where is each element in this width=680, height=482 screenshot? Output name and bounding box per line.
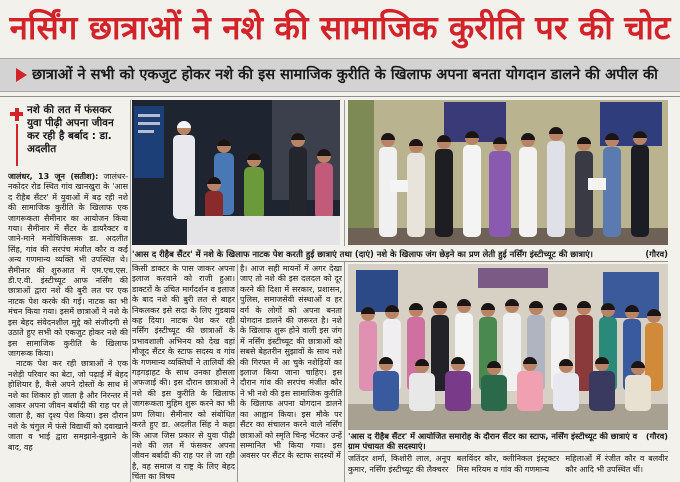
divider <box>0 96 680 97</box>
article-bottom-column: महिलाओं में रंजीत कौर व बलवीर कौर आदि भी उपस्थित थीं। <box>565 454 668 474</box>
article-bottom-column: जतिंदर शर्मा, किशोरी लाल, अनूप कुमार, नर्सिंग इंस्टीच्यूट की लैक्चरर <box>348 454 451 474</box>
poster-stripe <box>138 130 154 133</box>
photo-credit: (गौरव) <box>645 248 668 259</box>
photo-drama-scene-image <box>132 100 340 245</box>
headline: नर्सिंग छात्राओं ने नशे की सामाजिक कुरीति पर की चोट <box>9 8 671 47</box>
photo-group-ceremony-image <box>348 264 668 430</box>
placard <box>588 178 606 190</box>
person-body <box>553 373 579 411</box>
side-wall <box>348 100 374 245</box>
article-column-right <box>240 264 342 482</box>
photo-students-pledge <box>348 100 668 245</box>
subheadline: छात्राओं ने सभी को एकजुट होकर नशे की इस सामाजिक कुरीति के खिलाफ अपना बनता योगदान डालने की अपील की <box>32 67 658 83</box>
pull-quote-rule <box>16 124 18 166</box>
person-body <box>407 153 425 237</box>
red-cross-icon-stem <box>15 108 19 121</box>
person-body <box>481 375 507 411</box>
dateline: जालंधर, 13 जून (सतीश): <box>8 172 99 181</box>
table-cloth <box>187 216 340 245</box>
person-figure <box>519 133 537 237</box>
photo-students-pledge-image <box>348 100 668 245</box>
column-divider <box>344 262 345 482</box>
article-bottom-columns <box>348 454 668 482</box>
article-paragraph <box>8 172 128 359</box>
pull-quote <box>8 104 128 168</box>
column-divider <box>130 100 131 482</box>
paragraph-text: जालंधर-नकोदर रोड स्थित गांव खानखुरा के 'आस द रीहैब सैंटर' में युवाओं में बढ़ रही नशे की सामाजिक कुरीति के खिलाफ एक जागरूकता सैमीनार का आयोजन किया गया। सैमीनार में सैंटर के डायरैक्टर व जाने-माने मनोचिकित्सक डा. अदलीत सिंह, गांव की सरपंच मंजीत कौर व कई अन्य गणमान्य व्यक्ति भी उपस्थित थे। सैमीनार की शुरुआत में एम.एच.एस. डी.ए.वी. इंस्टीच्यूट आफ नर्सिंग की छात्राओं द्वारा नशे की बुरी लत पर एक नाटक पेश करके की गई। नाटक का भी मंचन किया गया। इसमें छात्राओं ने नशे के इस बेहद संवेदनशील मुद्दे को संजीदगी से उठाते हुए सभी को एकजुट होकर नशे की इस सामाजिक कुरीति के खिलाफ जागरूक किया। <box>8 172 128 358</box>
person-body <box>409 373 435 411</box>
person-figure <box>547 127 565 237</box>
photo-group-ceremony <box>348 264 668 430</box>
person-body <box>315 163 333 219</box>
person-body <box>435 149 453 237</box>
person-body <box>463 145 481 237</box>
photo-caption <box>348 432 668 451</box>
subheadline-band <box>0 58 680 92</box>
pull-quote-text: नशे की लत में फंसकर युवा पीढ़ी अपना जीवन कर रही है बर्बाद : डा. अदलीत <box>27 104 114 155</box>
article-paragraph: किसी डाक्टर के पास जाकर अपना इलाज करवाने को राजी हुआ। डाक्टरों के उचित मार्गदर्शन व इलाज के बाद नशे की बुरी लत से बाहर निकलकर इसे सदा के लिए गुडबाय कह दिया। नाटक पेश कर रही नर्सिंग इंस्टीच्यूट की छात्राओं के प्रभावशाली अभिनय को देख वहां मौजूद सैंटर के स्टाफ सदस्य व गांव के गणमान्य व्यक्तियों ने तालियों की गड़गड़ाहट के साथ उनका हौसला अफजाई की। इस दौरान छात्राओं ने नशे की इस कुरीति के खिलाफ जागरूकता मुहिम शुरू करने का भी प्रण लिया। सैमीनार को संबोधित करते हुए डा. अदलीत सिंह ने कहा कि आज जिस प्रकार से युवा पीढ़ी नशे की लत में फंसकर अपना जीवन बर्बादी की राह पर ले जा रही है, वह समाज व राष्ट्र के लिए बेहद चिंता का विषय <box>132 264 235 482</box>
person-body <box>519 147 537 237</box>
person-body <box>631 145 649 237</box>
person-figure <box>463 131 481 237</box>
person-body <box>489 151 511 237</box>
article-column-left <box>8 172 128 480</box>
person-body <box>289 147 307 219</box>
photo-caption <box>132 248 668 260</box>
person-figure <box>489 137 511 237</box>
person-body <box>517 371 543 411</box>
photo-drama-scene <box>132 100 340 245</box>
person-body <box>244 167 264 219</box>
person-body <box>445 371 471 411</box>
poster-stripe <box>138 114 160 117</box>
person-body <box>373 371 399 411</box>
person-body <box>589 371 615 411</box>
person-body <box>603 147 621 237</box>
person-body <box>173 135 195 219</box>
article-paragraph: नाटक पेश कर रही छात्राओं ने एक नशेड़ी परिवार का बेटा, जो पढ़ाई में बेहद होशियार है, कैसे अपने दोस्तों के साथ में नशे का शिकार हो जाता है और निरन्तर में आकर अपना जीवन बर्बादी की राह पर ले जाता है, का दृश्य पेश किया। इस दौरान नशे के चंगुल में फंसे विद्यार्थी को दवाखाने जाता व भाई द्वारा समझाने-बुझाने के बाद, वह <box>8 359 128 452</box>
article-bottom-column: बलविंदर कौर, क्लीनिकल इंस्ट्रक्टर मिस मरियम व गांव की गणमान्य <box>456 454 560 474</box>
red-triangle-bullet-icon <box>16 68 27 82</box>
person-figure <box>631 131 649 237</box>
poster-stripe <box>138 122 160 125</box>
column-divider <box>237 264 238 482</box>
person-figure <box>435 135 453 237</box>
caption-text: 'आस द रीहैब सैंटर' में नशे के खिलाफ नाटक पेश करती हुई छात्राएं तथा (दाएं) नशे के खिलाफ जंग छेड़ने का प्रण लेती हुई नर्सिंग इंस्टीच्यूट की छात्राएं। <box>132 248 593 259</box>
divider <box>132 261 668 262</box>
banner <box>478 268 548 288</box>
photo-credit: (गौरव) <box>645 432 668 441</box>
caption-text: 'आस द रीहैब सैंटर' में आयोजित समारोह के दौरान सैंटर का स्टाफ, नर्सिंग इंस्टीच्यूट की छात्राएं व ग्राम पंचायत की सदस्याएं। <box>348 432 638 451</box>
article-column-middle <box>132 264 235 482</box>
column-divider <box>344 100 345 246</box>
person-figure <box>173 121 195 219</box>
divider <box>348 451 668 452</box>
placard <box>390 180 408 192</box>
person-body <box>625 375 651 411</box>
person-figure <box>407 139 425 237</box>
person-body <box>575 151 593 237</box>
person-body <box>547 141 565 237</box>
article-paragraph: है। आज सही मायनों में अगर देखा जाए तो नशे की इस दलदल को दूर करने की दिशा में सरकार, प्रशासन, पुलिस, समाजसेवी संस्थाओं व हर वर्ग के लोगों को अपना बनता योगदान डालने की जरूरत है। नशे के खिलाफ शुरू होने वाली इस जंग में नर्सिंग इंस्टीच्यूट की छात्राओं को सबसे बेहतरीन सुझावों के साथ नशे की गिरफ्त में आ चुके नशेड़ियों का इलाज किया जाना चाहिए। इस दौरान गांव की सरपंच मंजीत कौर ने भी नशे की इस सामाजिक कुरीति के खिलाफ अपना योगदान डालने का आह्वान किया। इस मौके पर सैंटर का संचालन करने वाले नर्सिंग छात्राओं को स्मृति चिन्ह भेंटकर उन्हें सम्मानित भी किया गया। इस अवसर पर सैंटर के स्टाफ सदस्यों में <box>240 264 342 461</box>
